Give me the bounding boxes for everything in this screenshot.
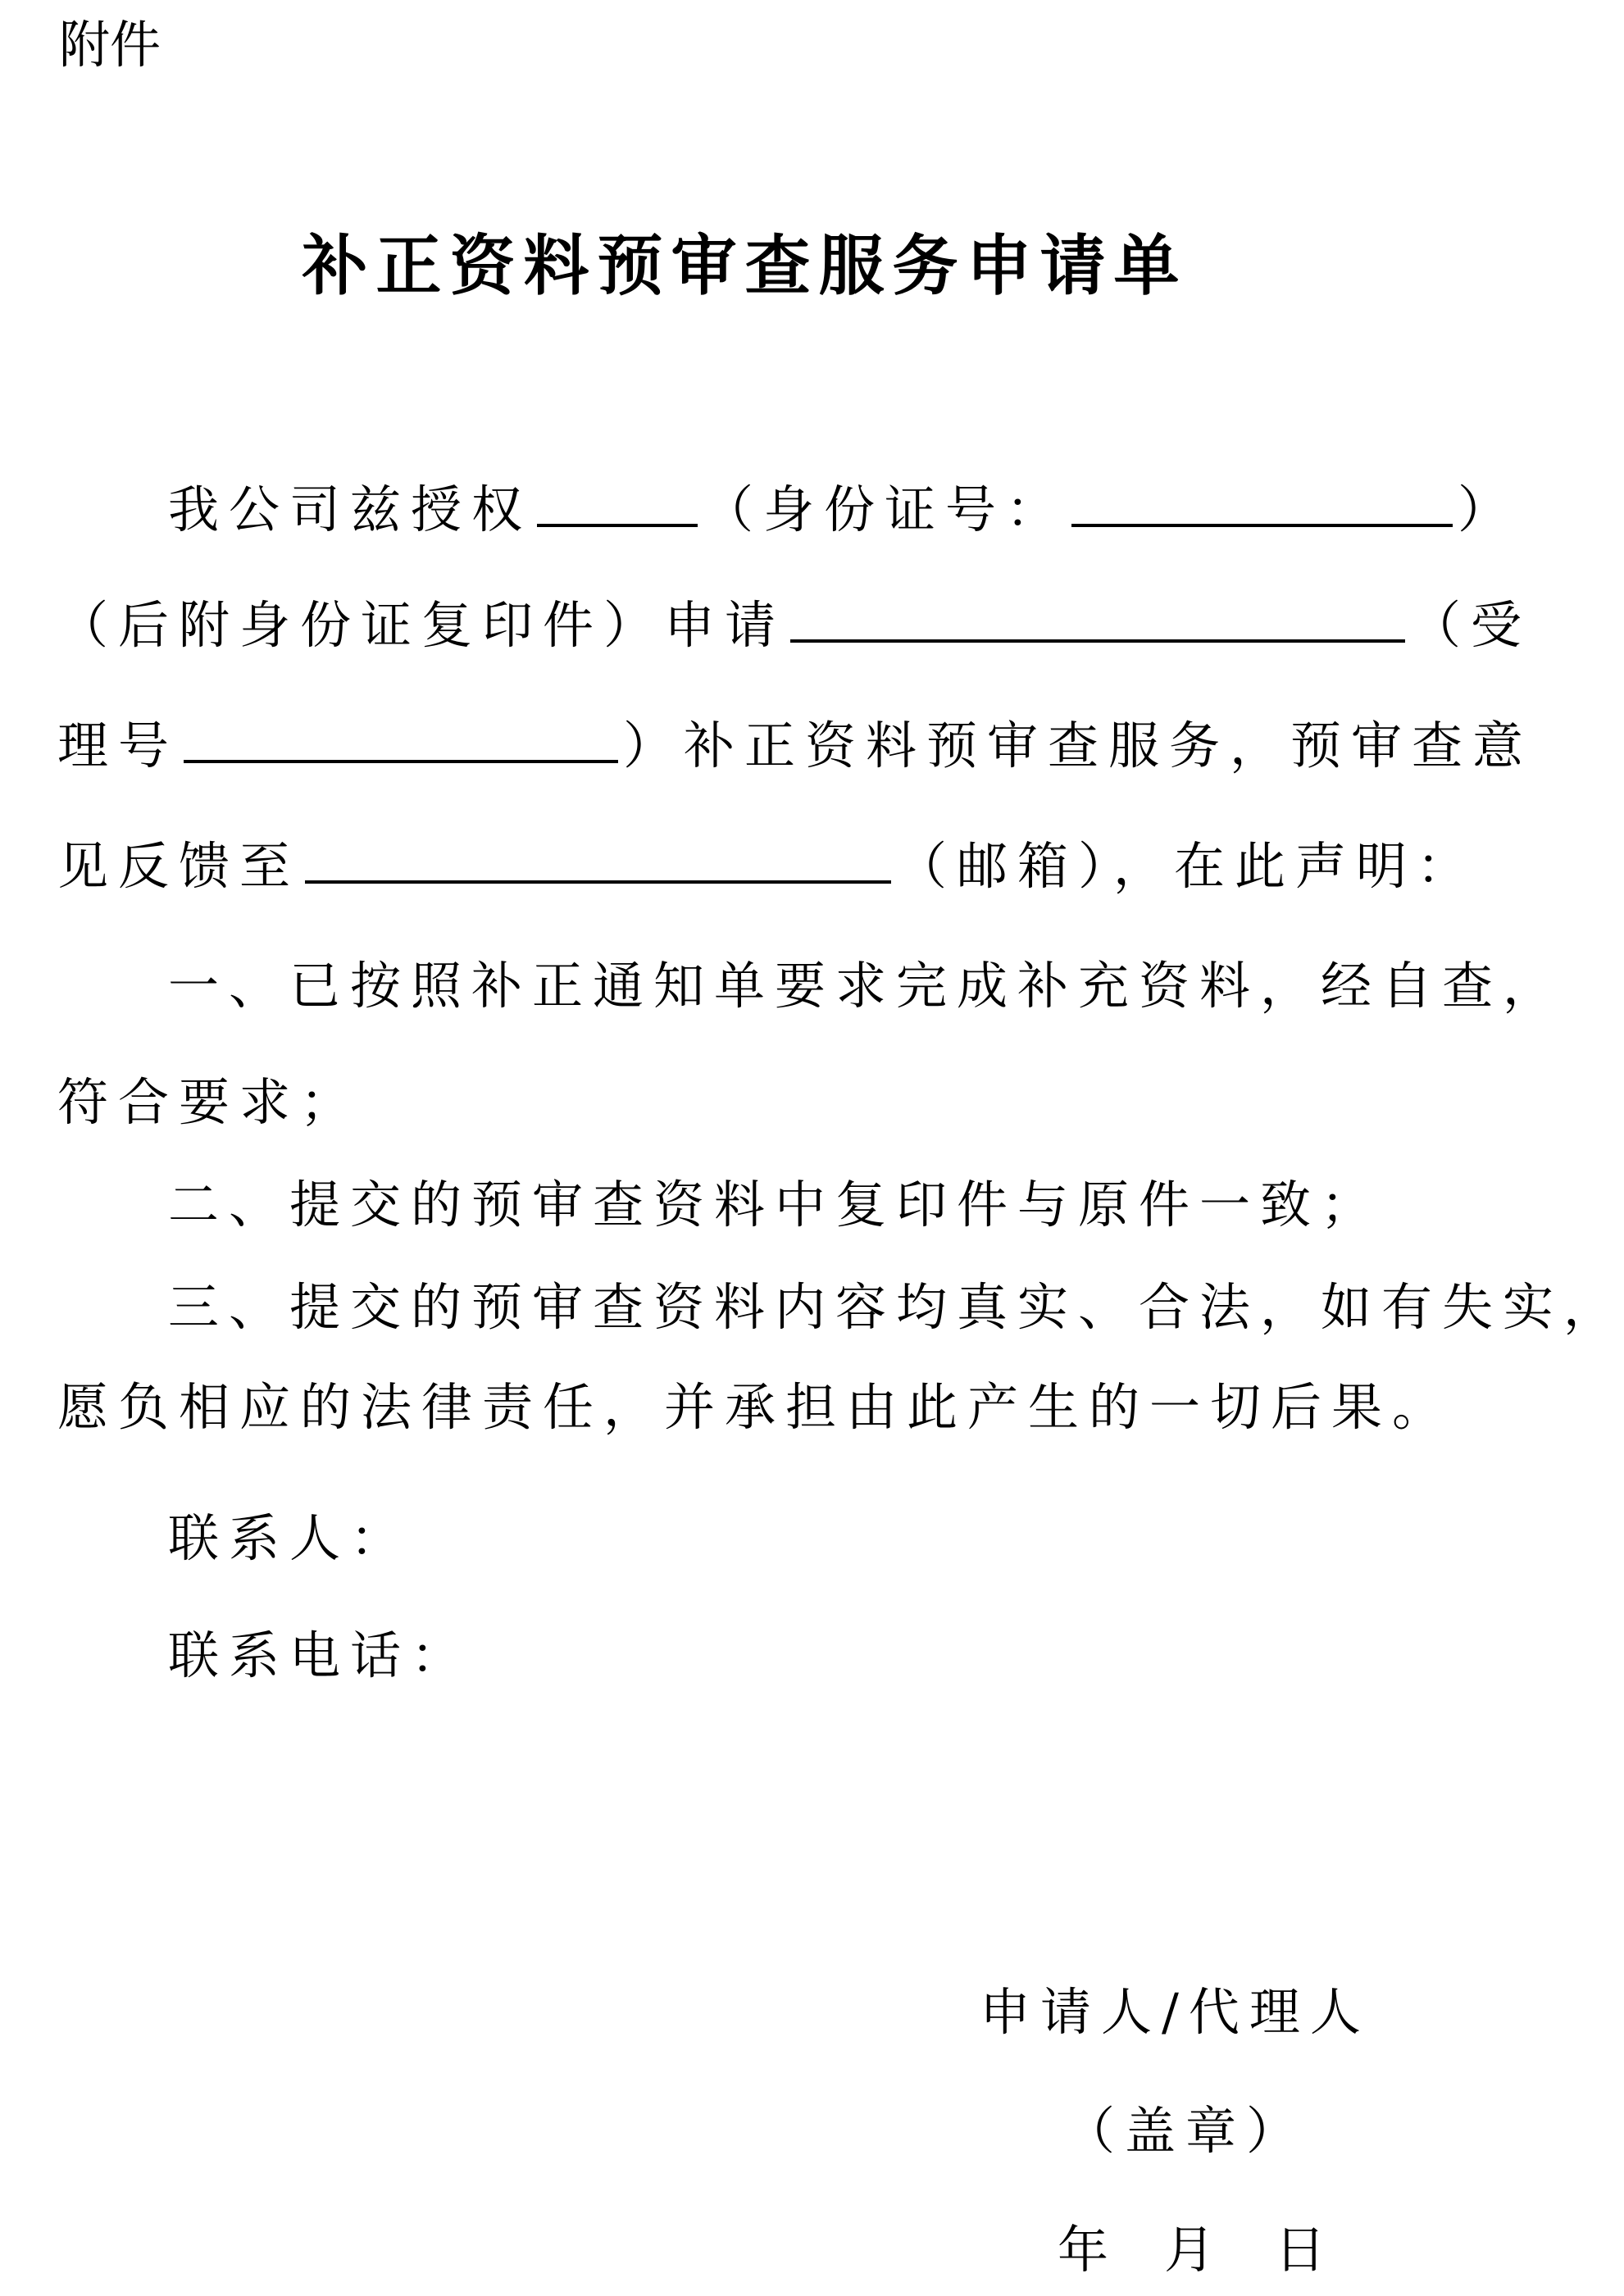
- application-blank[interactable]: [790, 590, 1405, 643]
- acceptance-number-blank[interactable]: [184, 711, 618, 763]
- authorize-text: 我公司兹授权: [168, 480, 533, 539]
- email-blank[interactable]: [305, 831, 891, 884]
- acceptance-label-start: （受: [1410, 595, 1532, 655]
- contact-phone-label: 联系电话：: [168, 1625, 472, 1685]
- paragraph-line-1: [168, 473, 1519, 547]
- service-text: ）补正资料预审查服务，预审查意: [623, 716, 1534, 775]
- acceptance-number-label: 理号: [57, 716, 180, 775]
- authorized-person-blank[interactable]: [537, 475, 698, 527]
- id-number-label: （身份证号：: [703, 480, 1067, 539]
- date-day: 日: [1275, 2220, 1336, 2280]
- paragraph-line-2: [57, 589, 1532, 662]
- contact-person-label: 联系人：: [168, 1508, 412, 1568]
- apply-text: （后附身份证复印件）申请: [57, 595, 786, 655]
- statement-item-1: 一、已按照补正通知单要求完成补充资料，经自查，: [168, 956, 1564, 1016]
- id-number-blank[interactable]: [1071, 475, 1453, 527]
- close-paren: ）: [1458, 480, 1519, 539]
- date-month: 月: [1164, 2220, 1226, 2280]
- feedback-label: 见反馈至: [57, 836, 301, 896]
- attachment-label: 附件: [59, 15, 161, 75]
- paragraph-line-4: [57, 830, 1478, 903]
- declaration-text: （邮箱），在此声明：: [896, 836, 1478, 896]
- seal-label: （盖章）: [1064, 2101, 1308, 2161]
- paragraph-line-3: [57, 709, 1534, 783]
- date-year: 年: [1058, 2220, 1119, 2280]
- statement-item-2: 二、提交的预审查资料中复印件与原件一致；: [168, 1175, 1382, 1234]
- statement-item-3-cont: 愿负相应的法律责任，并承担由此产生的一切后果。: [57, 1377, 1453, 1437]
- statement-item-3: 三、提交的预审查资料内容均真实、合法，如有失实，: [168, 1277, 1624, 1337]
- document-title: 补正资料预审查服务申请单: [302, 228, 1188, 304]
- applicant-label: 申请人/代理人: [980, 1982, 1371, 2042]
- statement-item-1-cont: 符合要求；: [57, 1072, 362, 1132]
